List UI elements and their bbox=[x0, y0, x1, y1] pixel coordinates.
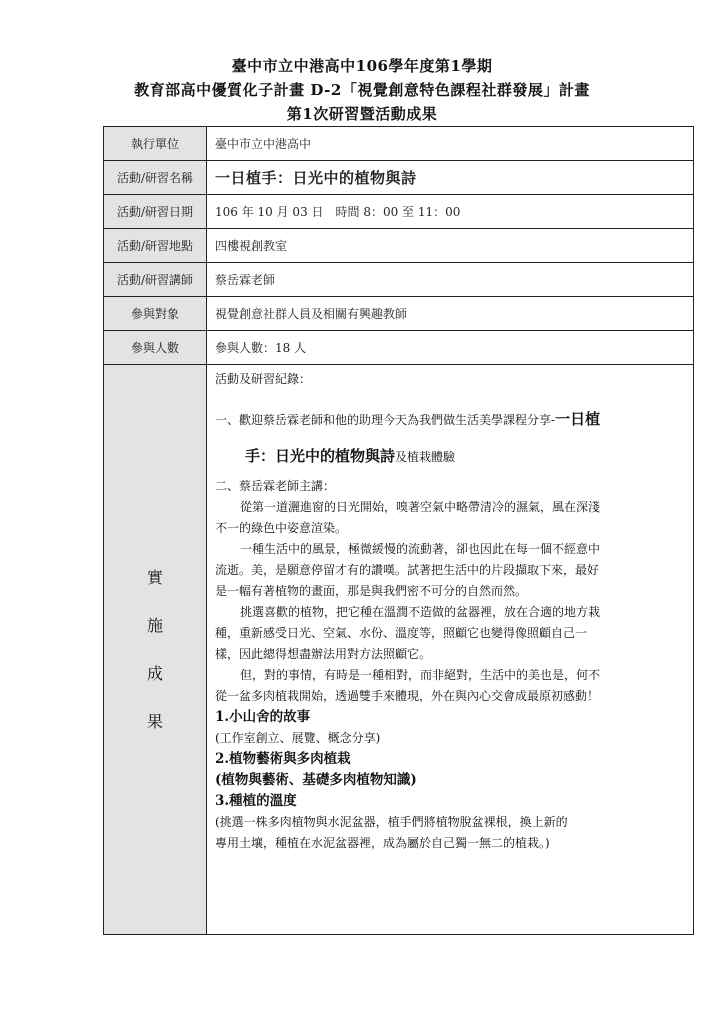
paragraph-line: 是一幅有著植物的畫面，那是與我們密不可分的自然而然。 bbox=[215, 584, 528, 598]
result-label: 實 施 成 果 bbox=[104, 365, 207, 935]
document-titles bbox=[0, 54, 724, 126]
row-value-audience: 視覺創意社群人員及相關有興趣教師 bbox=[207, 297, 694, 331]
row-label-location: 活動/研習地點 bbox=[104, 229, 207, 263]
row-value-unit: 臺中市立中港高中 bbox=[207, 127, 694, 161]
item2-heading: 二、蔡岳霖老師主講： bbox=[215, 479, 336, 493]
table-row-result bbox=[104, 365, 694, 935]
result-content bbox=[207, 365, 694, 935]
item1-line1: 一、歡迎蔡岳霖老師和他的助理今天為我們做生活美學課程分享-一日植 bbox=[215, 410, 601, 428]
plan-title: 教育部高中優質化子計畫 D-2「視覺創意特色課程社群發展」計畫 bbox=[134, 81, 590, 99]
record-heading: 活動及研習紀錄： bbox=[215, 372, 312, 386]
paragraph-line: 從第一道灑進窗的日光開始，嗅著空氣中略帶清冷的濕氣，風在深淺 bbox=[240, 500, 601, 514]
activity-table bbox=[103, 126, 694, 935]
table-row bbox=[104, 127, 694, 161]
paragraph-line: 種，重新感受日光、空氣、水份、溫度等，照顧它也變得像照顧自己一 bbox=[215, 626, 588, 640]
paragraph-line: 流逝。美，是願意停留才有的讚嘆。試著把生活中的片段擷取下來，最好 bbox=[215, 563, 600, 577]
paragraph-line: 樣，因此總得想盡辦法用對方法照顧它。 bbox=[215, 647, 432, 661]
table-row bbox=[104, 161, 694, 195]
row-label-audience: 參與對象 bbox=[104, 297, 207, 331]
point-note: (工作室創立、展覽、概念分享) bbox=[215, 731, 381, 745]
row-label-lecturer: 活動/研習講師 bbox=[104, 263, 207, 297]
point-title: 2.植物藝術與多肉植栽 bbox=[215, 751, 351, 767]
table-row bbox=[104, 331, 694, 365]
paragraph-line: 不一的綠色中姿意渲染。 bbox=[215, 521, 348, 535]
row-label-name: 活動/研習名稱 bbox=[104, 161, 207, 195]
paragraph-line: 一種生活中的風景，極微緩慢的流動著，卻也因此在每一個不經意中 bbox=[240, 542, 601, 556]
point-note: (挑選一株多肉植物與水泥盆器，植手們將植物脫盆裸根，換上新的 bbox=[215, 815, 568, 829]
point-note: (植物與藝術、基礎多肉植物知識) bbox=[215, 772, 417, 788]
paragraph-line: 挑選喜歡的植物，把它種在溫潤不造做的盆器裡，放在合適的地方栽 bbox=[240, 605, 601, 619]
row-value-location: 四樓視創教室 bbox=[207, 229, 694, 263]
row-value-count: 參與人數：18 人 bbox=[207, 331, 694, 365]
row-value-name: 一日植手：日光中的植物與詩 bbox=[207, 161, 694, 195]
table-row bbox=[104, 195, 694, 229]
table-row bbox=[104, 229, 694, 263]
school-title: 臺中市立中港高中106學年度第1學期 bbox=[231, 57, 493, 75]
table-row bbox=[104, 297, 694, 331]
table-row bbox=[104, 263, 694, 297]
row-value-date: 106 年 10 月 03 日 時間 8：00 至 11：00 bbox=[207, 195, 694, 229]
row-label-date: 活動/研習日期 bbox=[104, 195, 207, 229]
session-title: 第1次研習暨活動成果 bbox=[286, 105, 438, 123]
row-label-count: 參與人數 bbox=[104, 331, 207, 365]
paragraph-line: 但，對的事情，有時是一種相對，而非絕對，生活中的美也是，何不 bbox=[240, 668, 601, 682]
paragraph-line: 從一盆多肉植栽開始，透過雙手來體現，外在與內心交會成最原初感動！ bbox=[215, 689, 600, 703]
row-label-unit: 執行單位 bbox=[104, 127, 207, 161]
row-value-lecturer: 蔡岳霖老師 bbox=[207, 263, 694, 297]
point-note: 專用土壤，種植在水泥盆器裡，成為屬於自己獨一無二的植栽。) bbox=[215, 836, 550, 850]
point-title: 3.種植的溫度 bbox=[215, 793, 297, 809]
point-title: 1.小山舍的故事 bbox=[215, 709, 311, 725]
item1-line2: 手：日光中的植物與詩及植栽體驗 bbox=[245, 447, 456, 465]
